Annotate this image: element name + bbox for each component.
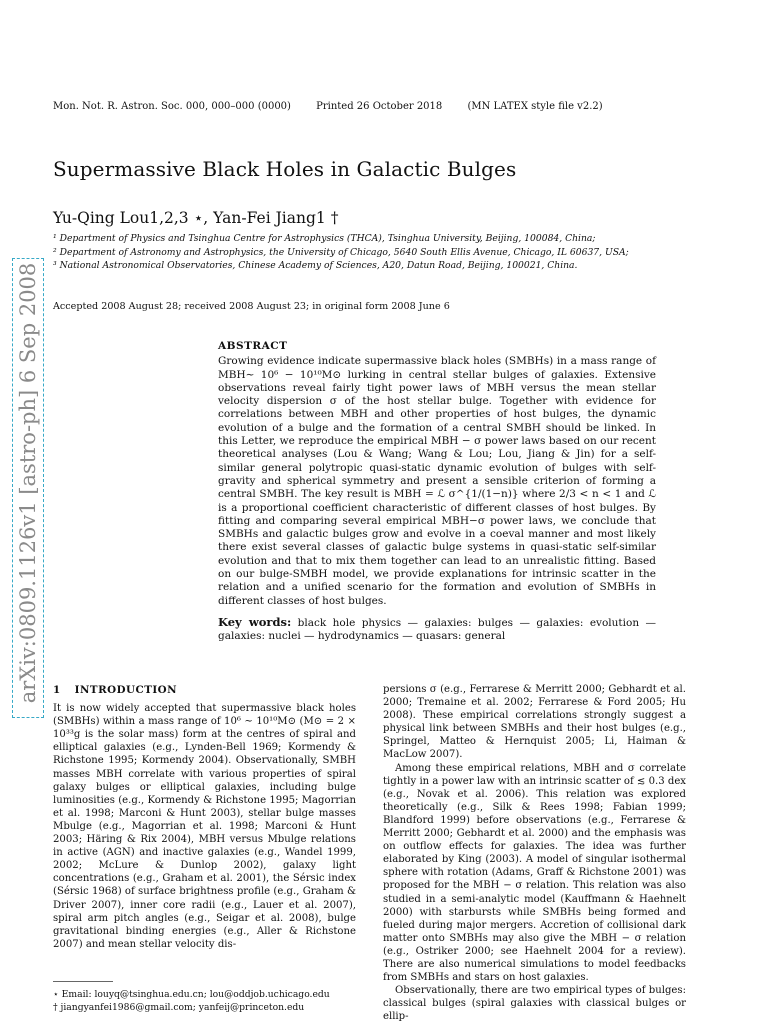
intro-paragraph-2: Among these empirical relations, MBH and σ correlate tightly in a power law with an intrinsic scatter of ≲ 0.3 dex (e.g., Novak et al. 2006). This relation was explored theoretically (e.g., Silk & Rees 1998; Fabian 1999; Blandford 1999) before observations (e.g., Ferrarese & Merritt 2000; Gebhardt et al. 2000) and the emphasis was on outflow effects for galaxies. The idea was further elaborated by King (2003). A model of singular isothermal sphere with rotation (Adams, Graff & Richstone 2001) was proposed for the MBH − σ relation. This relation was also studied in a semi-analytic model (Kauffmann & Haehnelt 2000) with starbursts while SMBHs being formed and fueled during major mergers. Accretion of collisional dark matter onto SMBHs may also give the MBH − σ relation (e.g., Ostriker 2000; see Haehnelt 2004 for a review). There are also numerical simulations to model feedbacks from SMBHs and stars on host galaxies. — [383, 762, 686, 984]
style-file-note: (MN LATEX style file v2.2) — [467, 101, 603, 112]
section-title: INTRODUCTION — [74, 684, 178, 696]
footnotes — [53, 989, 330, 1014]
footnote-email-2: † jiangyanfei1986@gmail.com; yanfeij@princeton.edu — [53, 1001, 305, 1013]
accepted-dates: Accepted 2008 August 28; received 2008 August 23; in original form 2008 June 6 — [53, 301, 450, 312]
section-number: 1 — [53, 684, 61, 696]
intro-paragraph-3: Observationally, there are two empirical types of bulges: classical bulges (spiral galaxies with classical bulges or ellip- — [383, 985, 686, 1023]
arxiv-stamp-text[interactable]: arXiv:0809.1126v1 [astro-ph] 6 Sep 2008 — [16, 262, 40, 704]
right-column — [383, 683, 686, 1023]
keywords-list: black hole physics — galaxies: bulges — galaxies: evolution — galaxies: nuclei — hydrodynamics — quasars: general — [218, 616, 656, 643]
intro-paragraph-continued: persions σ (e.g., Ferrarese & Merritt 2000; Gebhardt et al. 2000; Tremaine et al. 2002; Ferrarese & Ford 2005; Hu 2008). These empirical correlations strongly suggest a physical link between SMBHs and their host bulges (e.g., Springel, Matteo & Hernquist 2005; Li, Haiman & MacLow 2007). — [383, 684, 686, 761]
intro-paragraph-1: It is now widely accepted that supermassive black holes (SMBHs) within a mass range of 10⁶ ∼ 10¹⁰M⊙ (M⊙ = 2 × 10³³g is the solar mass) form at the centres of spiral and elliptical galaxies (e.g., Lynden-Bell 1969; Kormendy & Richstone 1995; Kormendy 2004). Observationally, SMBH masses MBH correlate with various properties of spiral galaxy bulges or elliptical galaxies, including bulge luminosities (e.g., Kormendy & Richstone 1995; Magorrian et al. 1998; Marconi & Hunt 2003), stellar bulge masses Mbulge (e.g., Magorrian et al. 1998; Marconi & Hunt 2003; Häring & Rix 2004), MBH versus Mbulge relations in active (AGN) and inactive galaxies (e.g., Wandel 1999, 2002; McLure & Dunlop 2002), galaxy light concentrations (e.g., Graham et al. 2001), the Sérsic index (Sérsic 1968) of surface brightness profile (e.g., Graham & Driver 2007), inner core radii (e.g., Lauer et al. 2007), spiral arm pitch angles (e.g., Seigar et al. 2008), bulge gravitational binding energies (e.g., Aller & Richstone 2007) and mean stellar velocity dis- — [53, 703, 356, 950]
affiliation-2: ² Department of Astronomy and Astrophysics, the University of Chicago, 5640 South Ellis Avenue, Chicago, IL 60637, USA; — [53, 246, 629, 258]
journal-citation: Mon. Not. R. Astron. Soc. 000, 000–000 (0000) — [53, 101, 291, 112]
keywords-label: Key words: — [218, 614, 292, 629]
footnote-rule — [53, 981, 113, 982]
abstract-heading: ABSTRACT — [218, 340, 288, 352]
section-heading — [53, 684, 356, 697]
running-header — [53, 101, 625, 112]
print-date: Printed 26 October 2018 — [316, 101, 443, 112]
paper-title: Supermassive Black Holes in Galactic Bulges — [53, 157, 517, 181]
keywords-line — [218, 616, 656, 644]
author-list: Yu-Qing Lou1,2,3 ⋆, Yan-Fei Jiang1 † — [53, 209, 339, 227]
footnote-email-1: ⋆ Email: louyq@tsinghua.edu.cn; lou@oddjob.uchicago.edu — [53, 989, 330, 1000]
affiliation-1: ¹ Department of Physics and Tsinghua Centre for Astrophysics (THCA), Tsinghua University, Beijing, 100084, China; — [53, 233, 596, 244]
left-column — [53, 684, 356, 951]
abstract-block — [218, 340, 656, 644]
affiliations — [53, 232, 629, 273]
affiliation-3: ³ National Astronomical Observatories, Chinese Academy of Sciences, A20, Datun Road, Beijing, 100021, China. — [53, 260, 578, 271]
abstract-text: Growing evidence indicate supermassive black holes (SMBHs) in a mass range of MBH∼ 10⁶ − 10¹⁰M⊙ lurking in central stellar bulges of galaxies. Extensive observations reveal fairly tight power laws of MBH versus the mean stellar velocity dispersion σ of the host stellar bulge. Together with evidence for correlations between MBH and other properties of host bulges, the dynamic evolution of a bulge and the formation of a central SMBH should be linked. In this Letter, we reproduce the empirical MBH − σ power laws based on our recent theoretical analyses (Lou & Wang; Wang & Lou; Lou, Jiang & Jin) for a self-similar general polytropic quasi-static dynamic evolution of bulges with self-gravity and spherical symmetry and present a sensible criterion of forming a central SMBH. The key result is MBH = ℒ σ^{1/(1−n)} where 2/3 < n < 1 and ℒ is a proportional coefficient characteristic of different classes of host bulges. By fitting and comparing several empirical MBH−σ power laws, we conclude that SMBHs and galactic bulges grow and evolve in a coeval manner and most likely there exist several classes of galactic bulge systems in quasi-static self-similar evolution and that to mix them together can lead to an unrealistic fitting. Based on our bulge-SMBH model, we provide explanations for intrinsic scatter in the relation and a unified scenario for the formation and evolution of SMBHs in different classes of host bulges. — [218, 355, 656, 607]
